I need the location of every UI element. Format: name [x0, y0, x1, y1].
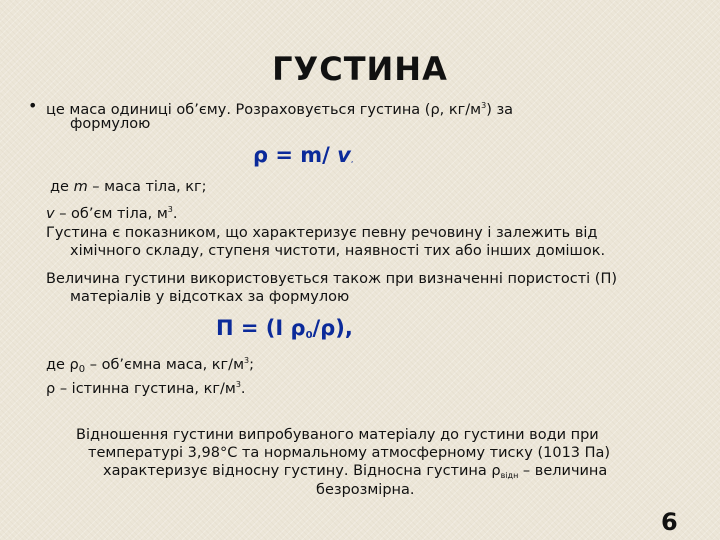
para3-line3-b: – величина — [518, 463, 608, 479]
def-v-sup: 3 — [167, 205, 173, 214]
def-rho-c: . — [240, 381, 246, 397]
density-formula — [253, 143, 353, 167]
intro-sup: 3 — [481, 101, 487, 110]
paragraph-1-line-2: хімічного складу, ступеня чистоти, наявності тих або інших домішок. — [70, 243, 606, 259]
formula-var: v — [337, 143, 351, 167]
definition-rho — [46, 376, 246, 398]
definition-m — [50, 178, 207, 196]
porosity-formula-a: П = (І ρ — [216, 316, 306, 340]
para3-line3-sub: відн — [500, 471, 519, 480]
definition-v — [46, 201, 177, 223]
slide-title: ГУСТИНА — [272, 50, 448, 88]
def-rho-sup: 3 — [235, 380, 241, 389]
paragraph-1-line-1: Густина є показником, що характеризує певну речовину і залежить від — [46, 225, 598, 241]
def-m-var: m — [73, 179, 88, 195]
def-v-text: – об’єм тіла, м — [54, 206, 168, 222]
porosity-formula — [216, 316, 353, 341]
def-rho0-a: де ρ — [46, 357, 79, 373]
def-m-text: – маса тіла, кг; — [87, 179, 207, 195]
def-m-prefix: де — [50, 179, 74, 195]
bullet-icon: • — [28, 96, 38, 115]
intro-text: це маса одиниці об’єму. Розраховується густина (ρ, кг/м — [46, 102, 482, 118]
paragraph-3-line-1: Відношення густини випробуваного матеріалу до густини води при — [76, 427, 599, 443]
paragraph-3-line-4: безрозмірна. — [316, 482, 415, 498]
formula-tail: , — [350, 155, 354, 164]
page-number: 6 — [661, 508, 678, 536]
def-v-var: v — [46, 206, 55, 222]
paragraph-2-line-2: матеріалів у відсотках за формулою — [70, 289, 350, 305]
formula-main: ρ = m/ — [253, 143, 338, 167]
intro-text-end: ) за — [486, 102, 514, 118]
para3-line3-a: характеризує відносну густину. Відносна густина ρ — [103, 463, 501, 479]
def-rho-a: ρ – істинна густина, кг/м — [46, 381, 236, 397]
def-rho0-c: ; — [249, 357, 254, 373]
def-rho0-b: – об’ємна маса, кг/м — [85, 357, 245, 373]
def-rho0-sup: 3 — [244, 356, 250, 365]
paragraph-2-line-1: Величина густини використовується також при визначенні пористості (П) — [46, 271, 618, 287]
definition-rho0 — [46, 352, 254, 379]
def-v-end: . — [172, 206, 178, 222]
intro-line-2: формулою — [70, 116, 151, 132]
porosity-formula-b: /ρ), — [312, 316, 353, 340]
porosity-formula-sub: 0 — [305, 330, 313, 341]
paragraph-3-line-2: температурі 3,98°С та нормальному атмосферному тиску (1013 Па) — [88, 445, 611, 461]
def-rho0-sub: 0 — [78, 364, 86, 375]
